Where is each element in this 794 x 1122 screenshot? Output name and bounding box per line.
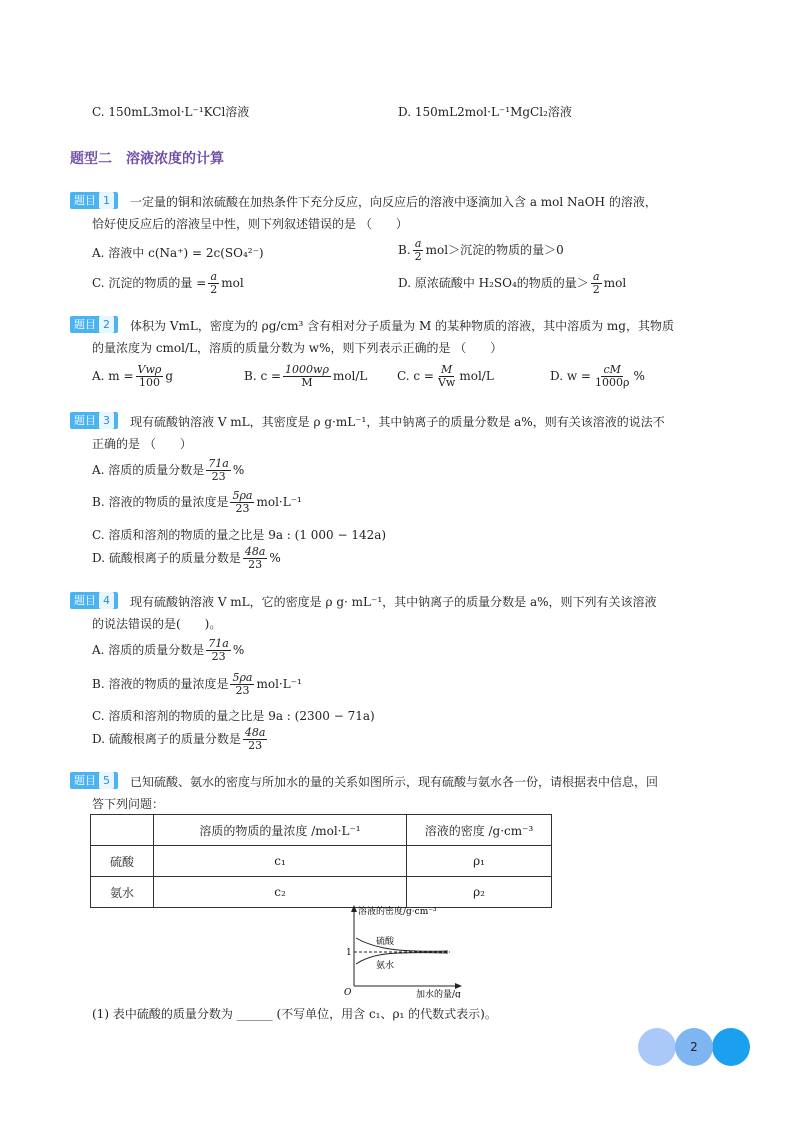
table-cell: ρ₂ xyxy=(407,877,552,908)
question-tag-2: 题目 2 xyxy=(70,316,118,333)
graph-origin: O xyxy=(344,988,352,998)
sulfuric-curve xyxy=(356,938,448,951)
option-d-top: D. 150mL2mol·L⁻¹MgCl₂溶液 xyxy=(398,105,572,119)
q3-option-c: C. 溶质和溶剂的物质的量之比是 9a : (1 000 − 142a) xyxy=(92,528,387,542)
graph-ylabel: 溶液的密度/g·cm⁻³ xyxy=(358,907,437,917)
q2-line1: 体积为 VmL，密度为的 ρg/cm³ 含有相对分子质量为 M 的某种物质的溶液，其中溶质为 mg，其物质 xyxy=(130,319,674,333)
q1-option-b: B. $\frac{a}{2}$ mol＞沉淀的物质的量＞0 xyxy=(398,237,564,263)
ammonia-curve xyxy=(356,953,448,964)
q2-option-d: D. w = $\frac{cM}{1000\rho}$ % xyxy=(550,363,645,389)
q4-line2: 的说法错误的是( )。 xyxy=(92,617,222,631)
option-c-top: C. 150mL3mol·L⁻¹KCl溶液 xyxy=(92,105,250,119)
q5-line2: 答下列问题： xyxy=(92,797,165,811)
graph-ammonia-label: 氨水 xyxy=(376,961,395,971)
graph-xlabel: 加水的量/g xyxy=(416,990,461,998)
page-number: 2 xyxy=(675,1028,713,1066)
table-cell: 氨水 xyxy=(91,877,154,908)
y-axis-arrow xyxy=(351,905,357,912)
q2-option-c: C. c = $\frac{M}{Vw}$ mol/L xyxy=(397,363,494,389)
q3-line1: 现有硫酸钠溶液 V mL，其密度是 ρ g·mL⁻¹，其中钠离子的质量分数是 a%，则有关该溶液的说法不 xyxy=(130,415,665,429)
q1-line1: 一定量的铜和浓硫酸在加热条件下充分反应，向反应后的溶液中逐滴加入含 a mol NaOH 的溶液， xyxy=(130,195,657,209)
q2-line2: 的量浓度为 cmol/L，溶质的质量分数为 w%，则下列表示正确的是 （ ） xyxy=(92,341,503,355)
table-header-row xyxy=(91,815,552,846)
q4-line1: 现有硫酸钠溶液 V mL，它的密度是 ρ g· mL⁻¹，其中钠离子的质量分数是 a%，则下列有关该溶液 xyxy=(130,595,657,609)
q4-option-d: D. 硫酸根离子的质量分数是 $\frac{48a}{23}$ xyxy=(92,726,266,752)
graph-sulfuric-label: 硫酸 xyxy=(376,937,395,947)
question-tag-4: 题目 4 xyxy=(70,592,118,609)
q1-option-d: D. 原浓硫酸中 H₂SO₄的物质的量＞ $\frac{a}{2}$ mol xyxy=(398,270,627,296)
q1-option-a: A. 溶液中 c(Na⁺) = 2c(SO₄²⁻) xyxy=(92,246,264,260)
q5-table xyxy=(90,814,552,908)
q3-option-b: B. 溶液的物质的量浓度是 $\frac{5\rho a}{23}$ mol·L⁻¹ xyxy=(92,489,302,515)
graph-one-label: 1 xyxy=(346,948,352,958)
q4-option-c: C. 溶质和溶剂的物质的量之比是 9a : (2300 − 71a) xyxy=(92,709,375,723)
table-cell: c₁ xyxy=(154,846,407,877)
page-badge-circle-right xyxy=(712,1028,750,1066)
q1-option-c: C. 沉淀的物质的量 = $\frac{a}{2}$ mol xyxy=(92,270,244,296)
table-row xyxy=(91,846,552,877)
table-header-cell: 溶液的密度 /g·cm⁻³ xyxy=(407,815,552,846)
x-axis-arrow xyxy=(455,983,462,989)
table-header-cell xyxy=(91,815,154,846)
table-row xyxy=(91,877,552,908)
q5-line1: 已知硫酸、氨水的密度与所加水的量的关系如图所示，现有硫酸与氨水各一份，请根据表中信息，回 xyxy=(130,775,659,789)
q2-option-a: A. m = $\frac{\text{Vwρ}}{100}$ g xyxy=(92,363,174,389)
q3-option-d: D. 硫酸根离子的质量分数是 $\frac{48a}{23}$ % xyxy=(92,545,281,571)
q5-sub1: (1) 表中硫酸的质量分数为 ______ (不写单位，用含 c₁、ρ₁ 的代数式表示)。 xyxy=(92,1007,497,1021)
table-header-cell: 溶质的物质的量浓度 /mol·L⁻¹ xyxy=(154,815,407,846)
q2-option-b: B. c = $\frac{1000w\rho}{M}$ mol/L xyxy=(244,363,368,389)
q4-option-a: A. 溶质的质量分数是 $\frac{71a}{23}$ % xyxy=(92,637,245,663)
page-badge-circle-left xyxy=(638,1028,676,1066)
q4-option-b: B. 溶液的物质的量浓度是 $\frac{5\rho a}{23}$ mol·L⁻¹ xyxy=(92,671,302,697)
section-title: 题型二 溶液浓度的计算 xyxy=(70,151,224,167)
q1-line2: 恰好使反应后的溶液呈中性，则下列叙述错误的是 （ ） xyxy=(92,217,408,231)
q3-line2: 正确的是 （ ） xyxy=(92,437,192,451)
question-tag-1: 题目 1 xyxy=(70,192,118,209)
table-cell: ρ₁ xyxy=(407,846,552,877)
density-graph xyxy=(340,902,470,998)
table-cell: 硫酸 xyxy=(91,846,154,877)
question-tag-5: 题目 5 xyxy=(70,772,118,789)
table-cell: c₂ xyxy=(154,877,407,908)
question-tag-3: 题目 3 xyxy=(70,412,118,429)
q3-option-a: A. 溶质的质量分数是 $\frac{71a}{23}$ % xyxy=(92,457,245,483)
